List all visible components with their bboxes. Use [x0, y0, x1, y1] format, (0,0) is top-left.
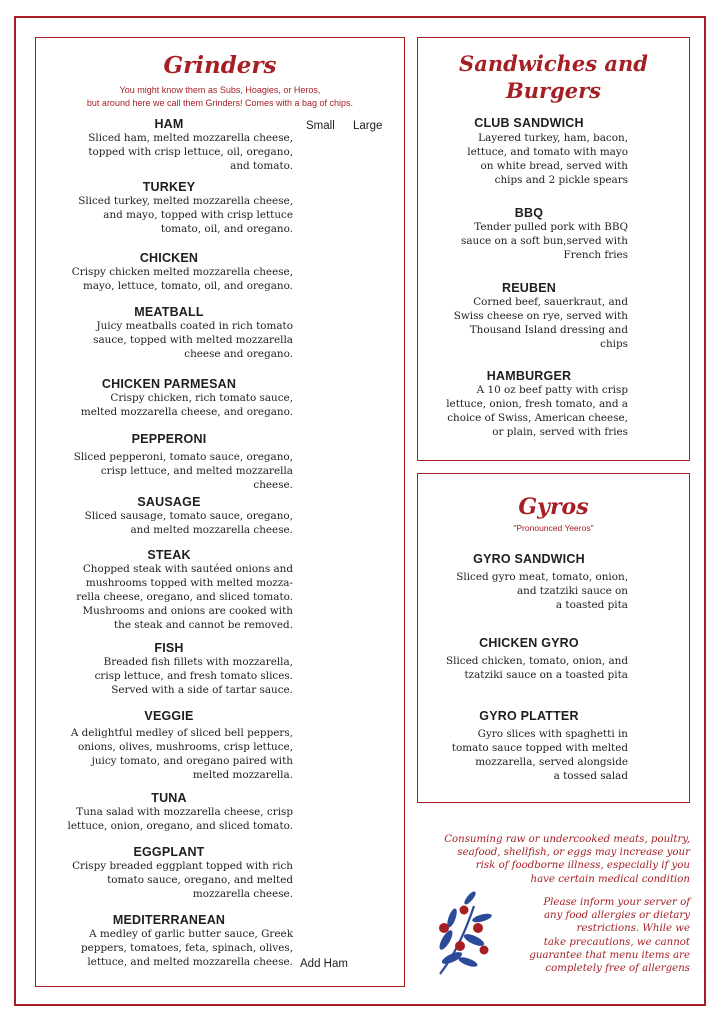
item-description: Corned beef, sauerkraut, and Swiss cheese on rye, served with Thousand Island dressing and chips	[453, 296, 628, 350]
item-description: Crispy chicken, rich tomato sauce, melted mozzarella cheese, and oregano.	[80, 392, 293, 418]
item-description: Chopped steak with sautéed onions and mushrooms topped with melted mozza- rella cheese, oregano, and sliced tomato. Mushrooms and onions are cooked with the steak and cannot be removed.	[76, 563, 293, 631]
olive-branch-icon	[430, 888, 500, 980]
item-name: BBQ	[514, 206, 544, 220]
item-name: CHICKEN	[139, 251, 199, 265]
item-description: Layered turkey, ham, bacon, lettuce, and tomato with mayo on white bread, served with chips and 2 pickle spears	[467, 132, 628, 186]
item-name: GYRO SANDWICH	[473, 552, 585, 566]
item-description: A medley of garlic butter sauce, Greek peppers, tomatoes, feta, spinach, olives, lettuce, and melted mozzarella cheese.	[81, 928, 293, 968]
allergy-warning: Please inform your server of any food allergies or dietary restrictions. While we take precautions, we cannot guarantee that menu items are completely free of allergens	[529, 897, 690, 975]
menu-item	[45, 251, 293, 293]
menu-item	[45, 913, 293, 969]
item-name: TURKEY	[142, 180, 196, 194]
item-name: FISH	[154, 641, 184, 655]
grinders-note-line-1: You might know them as Subs, Hoagies, or Heros,	[119, 85, 321, 95]
item-description: Tender pulled pork with BBQ sauce on a soft bun,served with French fries	[461, 221, 628, 261]
grinders-note	[36, 84, 404, 110]
item-description: Sliced sausage, tomato sauce, oregano, and melted mozzarella cheese.	[84, 510, 293, 536]
grinders-title: Grinders	[163, 52, 277, 79]
item-description: A delightful medley of sliced bell peppers, onions, olives, mushrooms, crisp lettuce, juicy tomato, and oregano paired with melted mozzarella.	[70, 727, 293, 781]
item-description: Juicy meatballs coated in rich tomato sauce, topped with melted mozzarella cheese and oregano.	[93, 320, 293, 360]
menu-item	[430, 636, 628, 682]
menu-item	[45, 709, 293, 782]
item-name: GYRO PLATTER	[479, 709, 579, 723]
grinders-note-line-2: but around here we call them Grinders! Comes with a bag of chips.	[86, 98, 354, 108]
menu-item	[45, 548, 293, 632]
item-name: CLUB SANDWICH	[474, 116, 584, 130]
sandwiches-title-line-1: Sandwiches and	[459, 51, 648, 76]
menu-item	[430, 369, 628, 439]
menu-item	[45, 305, 293, 361]
item-description: Crispy chicken melted mozzarella cheese, mayo, lettuce, tomato, oil, and oregano.	[71, 266, 293, 292]
item-description: Sliced turkey, melted mozzarella cheese, and mayo, topped with crisp lettuce tomato, oil, and oregano.	[78, 195, 293, 235]
menu-item	[45, 117, 293, 173]
item-name: REUBEN	[502, 281, 556, 295]
item-name: STEAK	[147, 548, 191, 562]
size-small-header: Small	[306, 120, 335, 132]
add-ham-label: Add Ham	[300, 958, 348, 970]
item-description: Sliced ham, melted mozzarella cheese, topped with crisp lettuce, oil, oregano, and tomato.	[88, 132, 293, 172]
gyros-subtitle: "Pronounced Yeeros"	[513, 523, 594, 533]
item-name: CHICKEN GYRO	[479, 636, 579, 650]
menu-item	[45, 180, 293, 236]
gyros-title: Gyros	[518, 494, 589, 520]
food-safety-warning: Consuming raw or undercooked meats, poultry, seafood, shellfish, or eggs may increase your risk of foodborne illness, especially if you have certain medical condition	[444, 834, 690, 885]
menu-item	[430, 206, 628, 262]
item-description: Sliced pepperoni, tomato sauce, oregano, crisp lettuce, and melted mozzarella cheese.	[73, 451, 293, 491]
item-description: A 10 oz beef patty with crisp lettuce, onion, fresh tomato, and a choice of Swiss, American cheese, or plain, served with fries	[446, 384, 628, 438]
item-name: TUNA	[151, 791, 187, 805]
item-description: Sliced chicken, tomato, onion, and tzatziki sauce on a toasted pita	[446, 655, 628, 681]
menu-item	[45, 432, 293, 492]
menu-item	[430, 116, 628, 187]
item-name: PEPPERONI	[131, 432, 207, 446]
menu-item	[45, 377, 293, 419]
item-name: EGGPLANT	[133, 845, 205, 859]
item-name: HAM	[154, 117, 184, 131]
menu-item	[45, 791, 293, 833]
menu-item	[430, 281, 628, 351]
item-name: SAUSAGE	[137, 495, 201, 509]
item-description: Breaded fish fillets with mozzarella, crisp lettuce, and fresh tomato slices. Served with a side of tartar sauce.	[94, 656, 293, 696]
item-name: HAMBURGER	[486, 369, 572, 383]
size-large-header: Large	[353, 120, 383, 132]
item-name: CHICKEN PARMESAN	[101, 377, 237, 391]
item-description: Gyro slices with spaghetti in tomato sauce topped with melted mozzarella, served alongside a tossed salad	[451, 728, 628, 782]
item-description: Tuna salad with mozzarella cheese, crisp lettuce, onion, oregano, and sliced tomato.	[67, 806, 293, 832]
item-name: MEDITERRANEAN	[112, 913, 226, 927]
sandwiches-title	[418, 50, 689, 104]
menu-item	[430, 552, 628, 612]
menu-item	[45, 845, 293, 901]
item-name: MEATBALL	[134, 305, 204, 319]
sandwiches-title-line-2: Burgers	[505, 78, 601, 103]
menu-item	[45, 495, 293, 537]
item-name: VEGGIE	[144, 709, 194, 723]
item-description: Sliced gyro meat, tomato, onion, and tzatziki sauce on a toasted pita	[456, 571, 628, 611]
menu-item	[45, 641, 293, 697]
menu-item	[430, 709, 628, 783]
item-description: Crispy breaded eggplant topped with rich tomato sauce, oregano, and melted mozzarella cheese.	[72, 860, 293, 900]
